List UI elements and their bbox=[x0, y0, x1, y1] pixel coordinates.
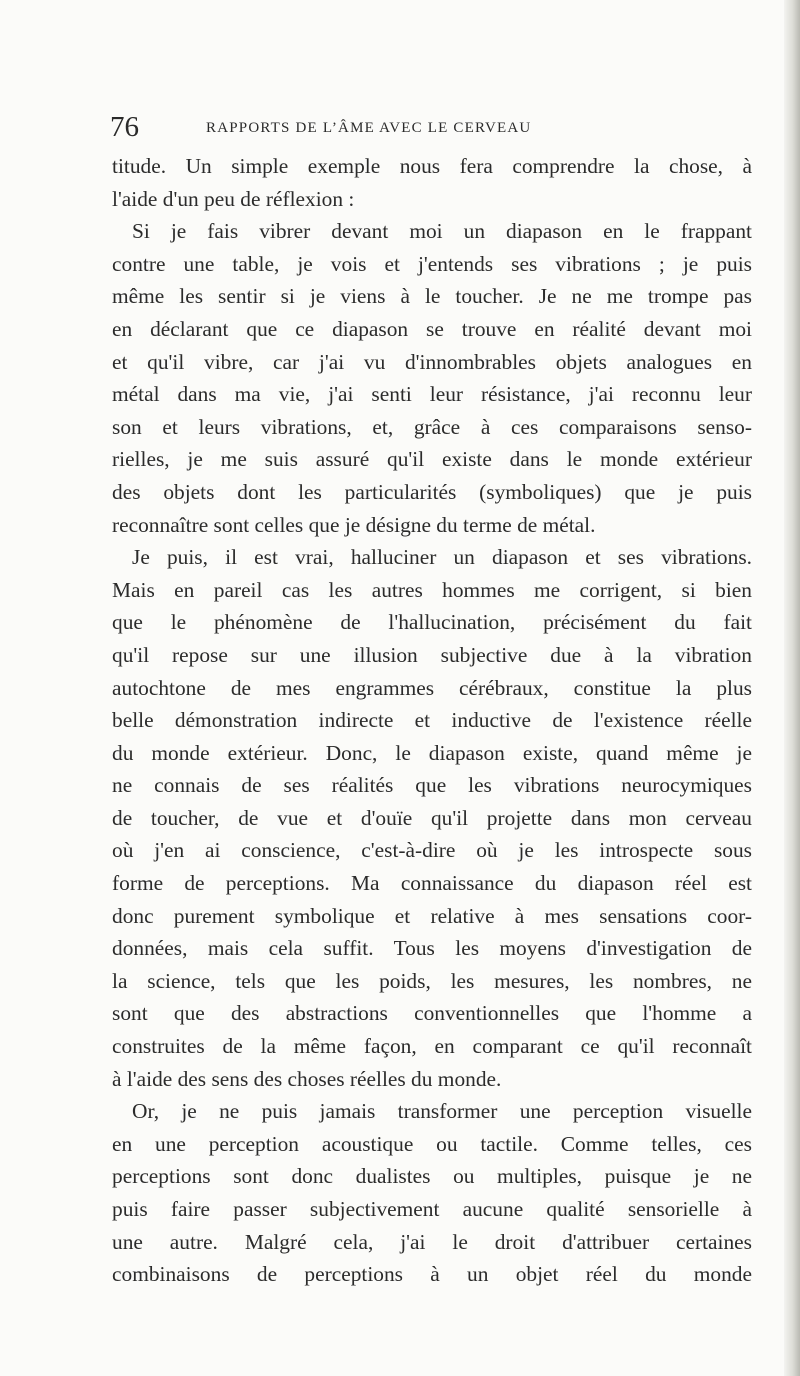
body-text bbox=[112, 150, 752, 1291]
text-line: même les sentir si je viens à le toucher. Je ne me trompe pas bbox=[112, 284, 752, 309]
text-line: Or, je ne puis jamais transformer une perception visuelle bbox=[132, 1099, 752, 1124]
text-line: son et leurs vibrations, et, grâce à ces comparaisons senso- bbox=[112, 414, 752, 439]
page-number: 76 bbox=[110, 111, 139, 143]
text-line: et qu'il vibre, car j'ai vu d'innombrables objets analogues en bbox=[112, 349, 752, 374]
text-line: reconnaître sont celles que je désigne du terme de métal. bbox=[112, 512, 596, 537]
page-header bbox=[110, 112, 750, 146]
text-line: forme de perceptions. Ma connaissance du diapason réel est bbox=[112, 871, 752, 896]
text-line: qu'il repose sur une illusion subjective due à la vibration bbox=[112, 642, 752, 667]
text-line: perceptions sont donc dualistes ou multiples, puisque je ne bbox=[112, 1164, 752, 1189]
text-line: en déclarant que ce diapason se trouve en réalité devant moi bbox=[112, 316, 752, 341]
text-line: combinaisons de perceptions à un objet réel du monde bbox=[112, 1262, 752, 1287]
text-line: ne connais de ses réalités que les vibrations neurocymiques bbox=[112, 773, 752, 798]
text-line: puis faire passer subjectivement aucune qualité sensorielle à bbox=[112, 1197, 752, 1221]
text-line: contre une table, je vois et j'entends ses vibrations ; je puis bbox=[112, 251, 752, 276]
text-line: autochtone de mes engrammes cérébraux, constitue la plus bbox=[112, 675, 752, 700]
text-line: l'aide d'un peu de réflexion : bbox=[112, 186, 355, 211]
text-line: donc purement symbolique et relative à mes sensations coor- bbox=[112, 903, 752, 928]
text-line: données, mais cela suffit. Tous les moyens d'investigation de bbox=[112, 936, 752, 961]
text-line: la science, tels que les poids, les mesures, les nombres, ne bbox=[112, 968, 752, 993]
text-line: Je puis, il est vrai, halluciner un diapason et ses vibrations. bbox=[132, 545, 752, 570]
text-line: que le phénomène de l'hallucination, précisément du fait bbox=[112, 610, 752, 635]
text-line: métal dans ma vie, j'ai senti leur résistance, j'ai reconnu leur bbox=[112, 382, 752, 407]
text-line: où j'en ai conscience, c'est-à-dire où je les introspecte sous bbox=[112, 838, 752, 863]
text-line: rielles, je me suis assuré qu'il existe dans le monde extérieur bbox=[112, 447, 752, 472]
text-line: une autre. Malgré cela, j'ai le droit d'attribuer certaines bbox=[112, 1229, 752, 1254]
text-line: de toucher, de vue et d'ouïe qu'il projette dans mon cerveau bbox=[112, 805, 752, 830]
text-line: des objets dont les particularités (symboliques) que je puis bbox=[112, 479, 752, 504]
text-line: sont que des abstractions conventionnelles que l'homme a bbox=[112, 1001, 752, 1026]
text-line: titude. Un simple exemple nous fera comprendre la chose, à bbox=[112, 154, 752, 178]
page-edge-shadow bbox=[784, 0, 800, 1376]
text-line: en une perception acoustique ou tactile. Comme telles, ces bbox=[112, 1131, 752, 1156]
text-line: à l'aide des sens des choses réelles du monde. bbox=[112, 1066, 502, 1091]
text-line: Mais en pareil cas les autres hommes me corrigent, si bien bbox=[112, 577, 752, 602]
text-line: du monde extérieur. Donc, le diapason existe, quand même je bbox=[112, 740, 752, 765]
text-line: Si je fais vibrer devant moi un diapason en le frappant bbox=[132, 219, 752, 244]
text-line: belle démonstration indirecte et inductive de l'existence réelle bbox=[112, 708, 752, 733]
text-line: construites de la même façon, en comparant ce qu'il reconnaît bbox=[112, 1034, 752, 1059]
running-title: RAPPORTS DE L’ÂME AVEC LE CERVEAU bbox=[206, 120, 532, 136]
